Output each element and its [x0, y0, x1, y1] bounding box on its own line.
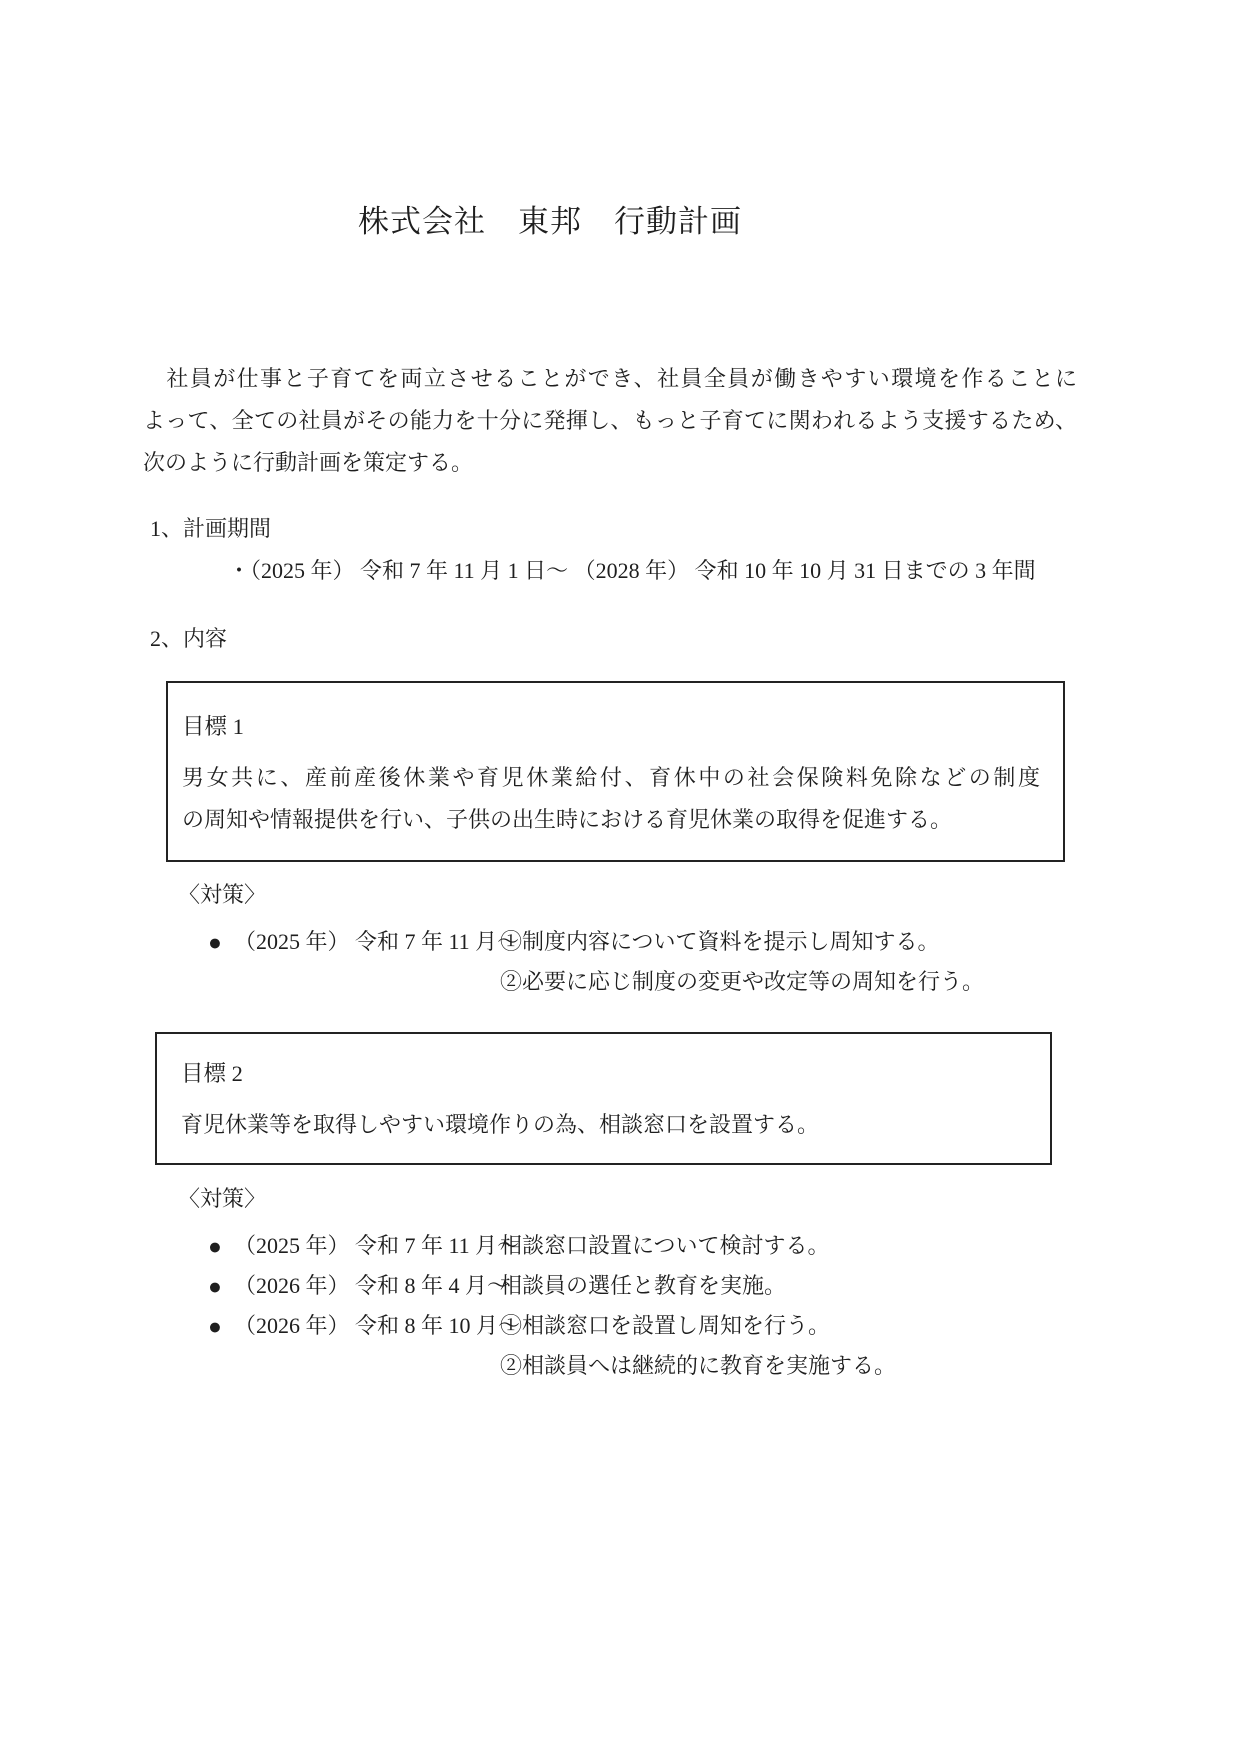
- goal-1-description: [182, 757, 1040, 841]
- bullet-icon: ●: [208, 1274, 222, 1299]
- goal-1-desc-line-2: の周知や情報提供を行い、子供の出生時における育児休業の取得を促進する。: [182, 807, 953, 832]
- section-plan-period-heading: 1、計画期間: [150, 516, 272, 541]
- goal-2-measure-3-date: （2026 年） 令和 8 年 10 月～: [234, 1313, 521, 1338]
- goal-2-measure-1-date: （2025 年） 令和 7 年 11 月～: [234, 1233, 520, 1258]
- intro-line-1: 社員が仕事と子育てを両立させることができ、社員全員が働きやすい環境を作ることに: [143, 366, 1077, 391]
- goal-2-measure-3-actions: [500, 1306, 1068, 1386]
- goal-2-measure-3: [178, 1306, 1068, 1386]
- document-title: 株式会社 東邦 行動計画: [358, 204, 742, 239]
- goal-1-measures-heading: 〈対策〉: [178, 882, 267, 907]
- goal-2-measure-2-actions: [500, 1266, 1068, 1306]
- goal-2-desc-line-1: 育児休業等を取得しやすい環境作りの為、相談窓口を設置する。: [181, 1112, 820, 1137]
- goal-1-measures: [178, 880, 1068, 1002]
- goal-1-measure-1-date: （2025 年） 令和 7 年 11 月～: [234, 929, 520, 954]
- section-content-heading: 2、内容: [150, 626, 228, 651]
- goal-2-measures: [178, 1184, 1068, 1386]
- goal-1-measure-1-action-2: ②必要に応じ制度の変更や改定等の周知を行う。: [500, 969, 985, 994]
- goal-2-measure-1-action-1: 相談窓口設置について検討する。: [500, 1233, 830, 1258]
- goal-1-box: [166, 681, 1065, 862]
- bullet-icon: ●: [208, 1314, 222, 1339]
- goal-1-measure-1-actions: [500, 922, 1068, 1002]
- goal-2-measure-3-action-2: ②相談員へは継続的に教育を実施する。: [500, 1353, 897, 1378]
- goal-2-measure-2: [178, 1266, 1068, 1306]
- goal-2-measure-2-action-1: 相談員の選任と教育を実施。: [500, 1273, 787, 1298]
- goal-2-label: 目標 2: [181, 1061, 243, 1086]
- intro-line-2: よって、全ての社員がその能力を十分に発揮し、もっと子育てに関われるよう支援するため、: [143, 408, 1077, 433]
- goal-2-description: [181, 1104, 1026, 1146]
- goal-1-label: 目標 1: [182, 714, 244, 739]
- bullet-icon: ●: [208, 1234, 222, 1259]
- goal-2-measure-1-actions: [500, 1226, 1068, 1266]
- intro-line-3: 次のように行動計画を策定する。: [143, 450, 474, 475]
- plan-period-value: ・（2025 年） 令和 7 年 11 月 1 日～ （2028 年） 令和 10 年 10 月 31 日までの 3 年間: [228, 558, 1036, 583]
- goal-1-desc-line-1: 男女共に、産前産後休業や育児休業給付、育休中の社会保険料免除などの制度: [182, 765, 1040, 790]
- goal-2-measure-2-date: （2026 年） 令和 8 年 4 月～: [234, 1273, 510, 1298]
- goal-2-measures-heading: 〈対策〉: [178, 1186, 267, 1211]
- goal-2-measure-3-action-1: ①相談窓口を設置し周知を行う。: [500, 1313, 831, 1338]
- goal-1-measure-1-action-1: ①制度内容について資料を提示し周知する。: [500, 929, 940, 954]
- goal-2-box: [155, 1032, 1052, 1165]
- goal-2-measure-1: [178, 1226, 1068, 1266]
- bullet-icon: ●: [208, 930, 222, 955]
- goal-1-measure-1: [178, 922, 1068, 1002]
- intro-paragraph: [143, 358, 1077, 484]
